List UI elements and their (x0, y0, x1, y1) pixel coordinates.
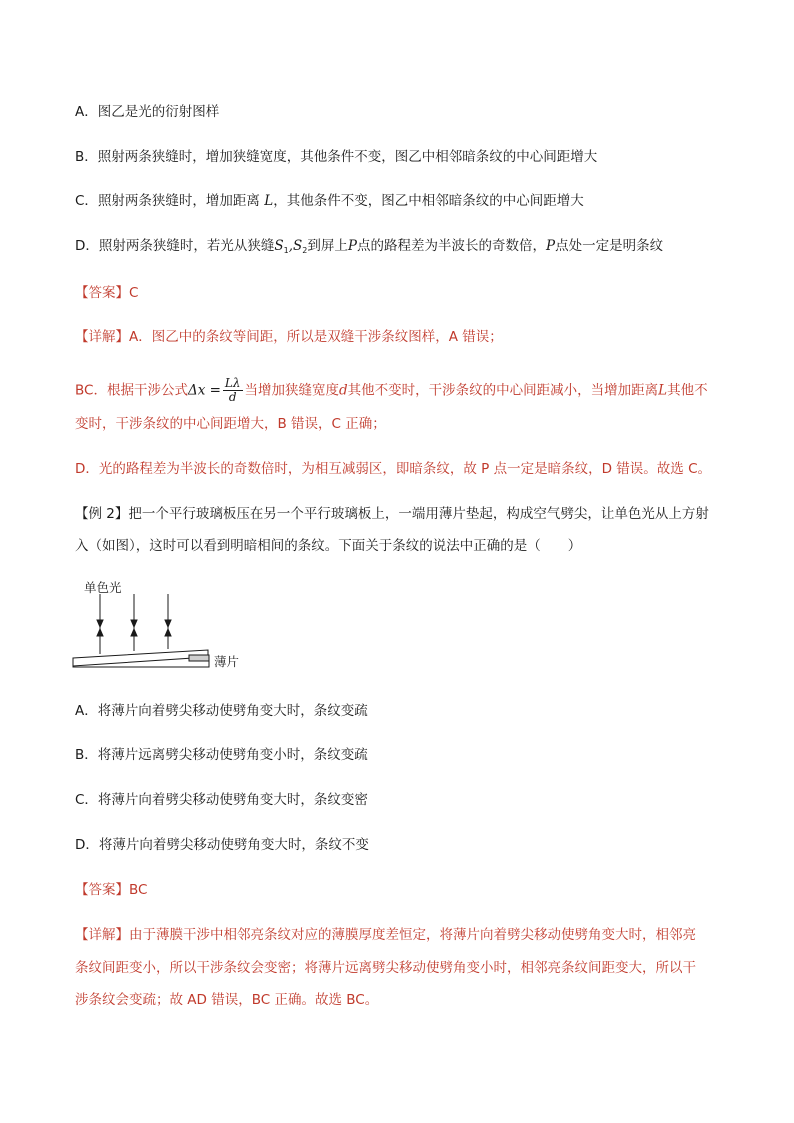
q1-detail-line2: BC．根据干涉公式Δx = $\frac{L\lambda}{d}$ 当增加狭缝宽度d其他不变时，干涉条纹的中心间距减小，当增加距离L其他不 (75, 376, 708, 404)
q2-detail-line1: 【详解】由于薄膜干涉中相邻亮条纹对应的薄膜厚度差恒定，将薄片向着劈尖移动使劈角变大时，相邻亮 (75, 927, 696, 943)
incident-rays (97, 594, 171, 654)
q1-detail-line1: 【详解】A．图乙中的条纹等间距，所以是双缝干涉条纹图样，A 错误； (75, 329, 503, 345)
q2-stem-line1: 【例 2】把一个平行玻璃板压在另一个平行玻璃板上，一端用薄片垫起，构成空气劈尖，让单色光从上方射 (75, 506, 709, 522)
q2-option-b: B．将薄片远离劈尖移动使劈角变小时，条纹变疏 (75, 747, 368, 763)
q2-stem-line2: 入（如图），这时可以看到明暗相间的条纹。下面关于条纹的说法中正确的是（ ） (75, 538, 582, 554)
q2-option-c: C．将薄片向着劈尖移动使劈角变大时，条纹变密 (75, 792, 368, 808)
q1-detail-line3: 变时，干涉条纹的中心间距增大，B 错误，C 正确； (75, 416, 386, 432)
q1-option-a: A．图乙是光的衍射图样 (75, 104, 220, 120)
monochromatic-light-label: 单色光 (84, 580, 122, 595)
air-wedge-diagram (72, 578, 252, 678)
q1-option-b: B．照射两条狭缝时，增加狭缝宽度，其他条件不变，图乙中相邻暗条纹的中心间距增大 (75, 149, 598, 165)
q2-answer: 【答案】BC (75, 882, 148, 898)
q2-detail-line3: 涉条纹会变疏；故 AD 错误，BC 正确。故选 BC。 (75, 992, 379, 1008)
q1-detail-line4: D．光的路程差为半波长的奇数倍时，为相互减弱区，即暗条纹，故 P 点一定是暗条纹，D 错误。故选 C。 (75, 461, 712, 477)
q1-option-d: D．照射两条狭缝时，若光从狭缝$S_1,S_2$到屏上P点的路程差为半波长的奇数倍，P点处一定是明条纹 (75, 238, 664, 255)
formula-fraction: $\frac{L\lambda}{d}$ (224, 376, 241, 404)
q1-answer: 【答案】C (75, 285, 139, 301)
thin-sheet (189, 655, 209, 661)
thin-sheet-label: 薄片 (214, 654, 240, 669)
q2-option-a: A．将薄片向着劈尖移动使劈角变大时，条纹变疏 (75, 703, 368, 719)
q1-option-c: C．照射两条狭缝时，增加距离 L，其他条件不变，图乙中相邻暗条纹的中心间距增大 (75, 193, 584, 209)
q2-option-d: D．将薄片向着劈尖移动使劈角变大时，条纹不变 (75, 837, 369, 853)
q2-detail-line2: 条纹间距变小，所以干涉条纹会变密；将薄片远离劈尖移动使劈角变小时，相邻亮条纹间距变大，所以干 (75, 960, 696, 976)
